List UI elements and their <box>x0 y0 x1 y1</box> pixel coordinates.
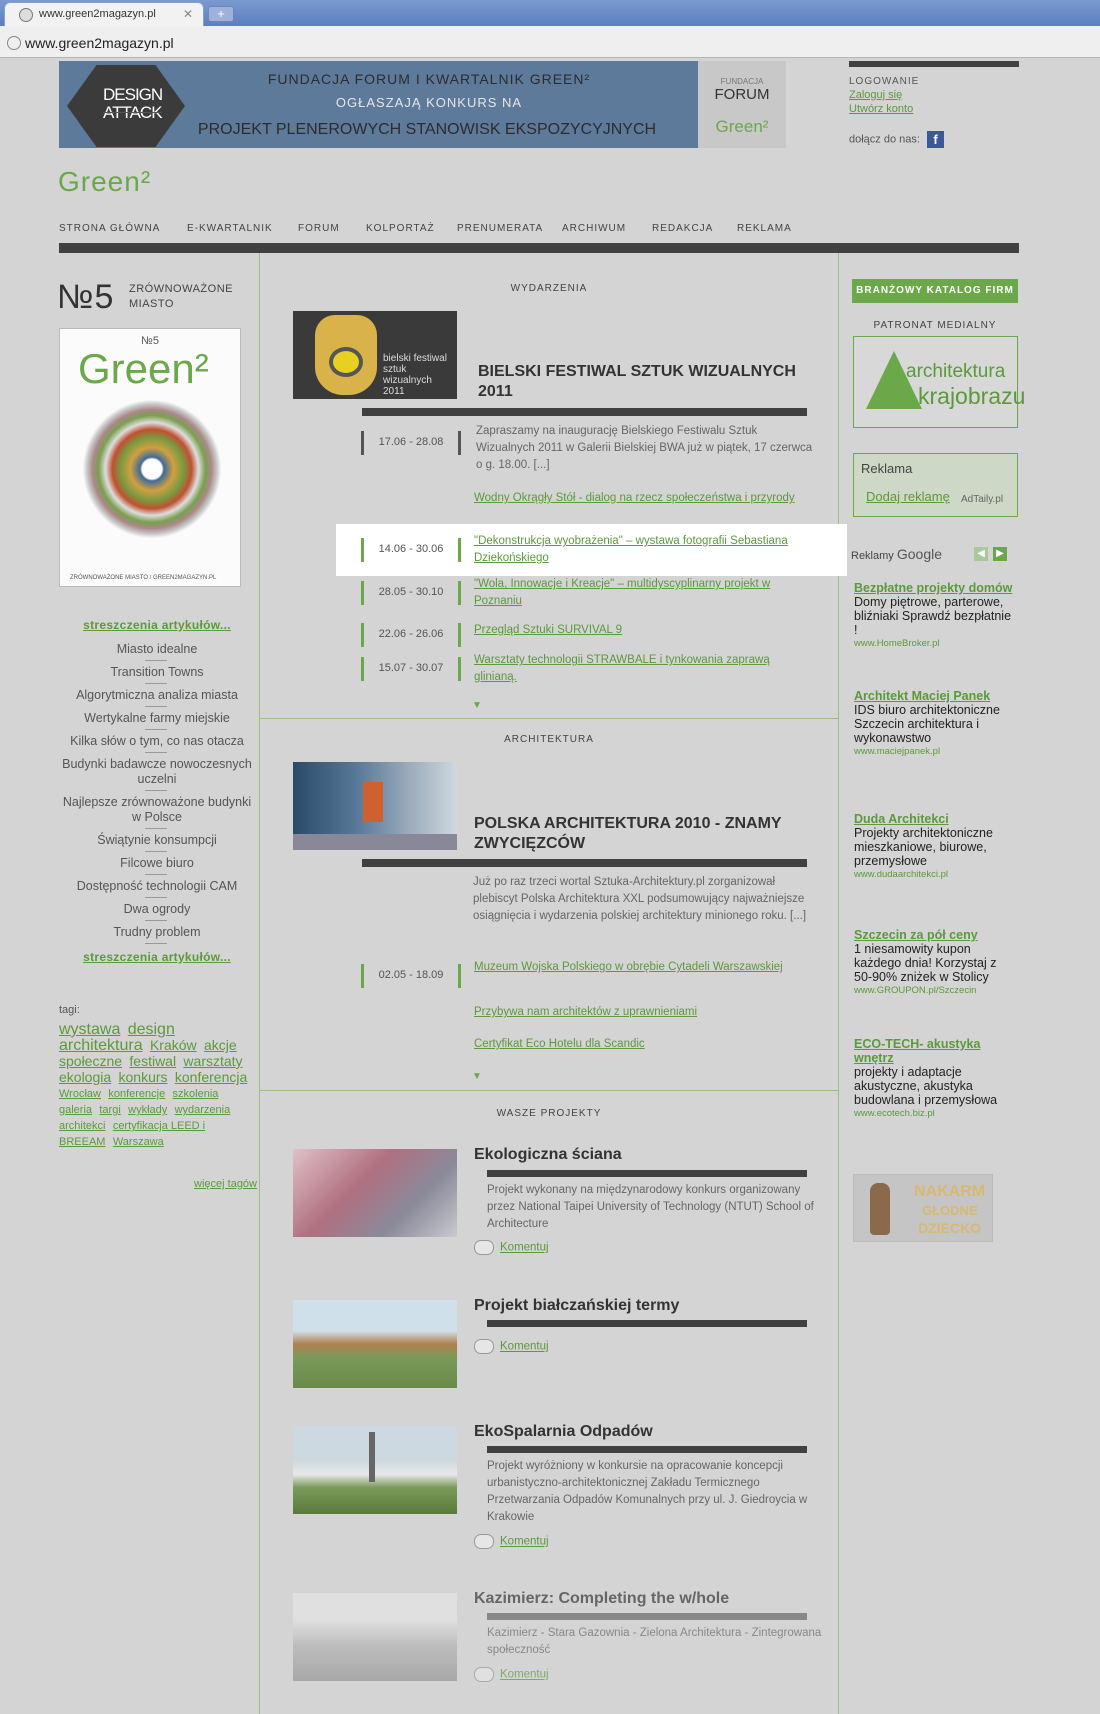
tag[interactable]: architekci <box>59 1120 106 1132</box>
tag[interactable]: galeria <box>59 1104 93 1116</box>
article-item[interactable]: Transition Towns <box>59 661 255 684</box>
patronat-heading: PATRONAT MEDIALNY <box>873 320 997 331</box>
next-ad-icon[interactable]: ▶ <box>993 547 1007 561</box>
issue-title-line1: ZRÓWNOWAŻONE <box>129 283 233 295</box>
login-panel <box>849 61 1019 148</box>
ad-title[interactable]: Duda Architekci <box>854 812 949 826</box>
festival-thumbnail[interactable] <box>293 311 457 399</box>
banner-line1: FUNDACJA FORUM I KWARTALNIK GREEN² <box>267 71 591 87</box>
project-thumbnail[interactable] <box>293 1300 457 1388</box>
comment-row <box>474 1339 549 1354</box>
event-item <box>361 533 811 567</box>
issue-number: №5 <box>57 278 115 316</box>
nakarm-line2: GŁODNE <box>922 1203 978 1218</box>
architecture-item <box>361 959 811 993</box>
nav-reklama[interactable]: REKLAMA <box>737 223 792 234</box>
project-title[interactable]: Projekt białczańskiej termy <box>474 1297 680 1314</box>
architecture-feature-bar <box>362 859 807 867</box>
event-item <box>361 490 811 524</box>
google-ad <box>854 689 1014 758</box>
prev-ad-icon[interactable]: ◀ <box>974 547 988 561</box>
close-icon[interactable]: ✕ <box>182 7 193 21</box>
arch-logo-line2: krajobrazu <box>918 383 1026 409</box>
project-thumbnail[interactable] <box>293 1426 457 1514</box>
more-events-arrow-icon[interactable]: ▼ <box>472 700 482 711</box>
summaries-link-bottom[interactable]: streszczenia artykułów... <box>83 950 231 964</box>
event-date: 17.06 - 28.08 <box>361 431 461 455</box>
architecture-link[interactable]: Przybywa nam architektów z uprawnieniami <box>474 1006 698 1018</box>
project-bar <box>487 1320 807 1327</box>
tag[interactable]: ekologia <box>59 1069 112 1085</box>
project-title[interactable]: Ekologiczna ściana <box>474 1146 622 1163</box>
project-desc: Kazimierz - Stara Gazownia - Zielona Architektura - Zintegrowana społeczność <box>487 1627 822 1656</box>
forum-small: FUNDACJA <box>720 77 764 86</box>
issue-title <box>129 282 233 312</box>
google-ad <box>854 812 1014 881</box>
architecture-feature-desc: Już po raz trzeci wortal Sztuka-Architektury.pl zorganizował plebiscyt Polska Architektura XXL podsumowujący najważniejsze osiągnięcia i wydarzenia polskiej architektury minionego roku. [...] <box>473 876 807 922</box>
festival-thumb-text: bielski festiwal sztuk wizualnych 2011 <box>383 353 447 397</box>
tag[interactable]: certyfikacja LEED i BREEAM <box>59 1120 206 1148</box>
comment-link[interactable]: Komentuj <box>500 1241 549 1254</box>
tag[interactable]: szkolenia <box>172 1088 219 1100</box>
tags-heading: tagi: <box>59 1004 80 1016</box>
events-heading: WYDARZENIA <box>510 283 588 294</box>
architecture-link[interactable]: Muzeum Wojska Polskiego w obrębie Cytadeli Warszawskiej <box>474 961 783 973</box>
comment-link[interactable]: Komentuj <box>500 1668 549 1681</box>
event-item <box>361 652 811 686</box>
section-separator <box>260 1090 838 1091</box>
ad-body: Domy piętrowe, parterowe, bliźniaki Sprawdź bezpłatnie ! <box>854 595 1012 637</box>
architecture-item <box>361 1036 811 1070</box>
article-item[interactable]: Budynki badawcze nowoczesnych uczelni <box>59 753 255 791</box>
event-date: 14.06 - 30.06 <box>361 538 461 562</box>
event-link[interactable]: Przegląd Sztuki SURVIVAL 9 <box>474 624 623 636</box>
browser-tab[interactable] <box>4 2 204 26</box>
tag[interactable]: Kraków <box>149 1037 197 1053</box>
architecture-feature-title[interactable]: POLSKA ARCHITEKTURA 2010 - ZNAMY ZWYCIĘZCÓW <box>474 815 782 852</box>
project-title[interactable]: EkoSpalarnia Odpadów <box>474 1423 653 1440</box>
event-date: 22.06 - 26.06 <box>361 623 461 647</box>
architektura-krajobrazu-logo[interactable] <box>853 336 1026 428</box>
join-us-label: dołącz do nas: <box>849 133 920 146</box>
events-feature-title[interactable]: BIELSKI FESTIWAL SZTUK WIZUALNYCH 2011 <box>478 363 796 400</box>
tag[interactable]: architektura <box>59 1037 143 1054</box>
tag[interactable]: Warszawa <box>112 1136 164 1148</box>
ad-body: projekty i adaptacje akustyczne, akustyka budowlana i przemysłowa <box>854 1065 998 1107</box>
architecture-link[interactable]: Certyfikat Eco Hotelu dla Scandic <box>474 1038 645 1050</box>
article-item[interactable]: Najlepsze zrównoważone budynki w Polsce <box>59 791 255 829</box>
nav-kolportaz[interactable]: KOLPORTAŻ <box>366 223 435 234</box>
globe-icon <box>19 8 33 22</box>
tag[interactable]: targi <box>99 1104 121 1116</box>
nakarm-line3: DZIECKO <box>918 1220 981 1236</box>
building-accent <box>363 782 383 822</box>
article-item[interactable]: Kilka słów o tym, co nas otacza <box>59 730 255 753</box>
browser-tab-bar <box>0 0 1100 26</box>
project-thumbnail[interactable] <box>293 1593 457 1681</box>
article-item[interactable]: Filcowe biuro <box>59 852 255 875</box>
ad-title[interactable]: Szczecin za pół ceny <box>854 928 978 942</box>
tag[interactable]: warsztaty <box>183 1053 243 1069</box>
join-us <box>849 131 1019 148</box>
main-nav <box>59 223 1019 239</box>
child-figure-icon <box>870 1183 890 1235</box>
article-item[interactable]: Wertykalne farmy miejskie <box>59 707 255 730</box>
cover-footer: ZRÓWNOWAŻONE MIASTO / GREEN2MAGAZYN.PL <box>70 575 217 581</box>
ad-url[interactable]: www.maciejpanek.pl <box>854 746 941 757</box>
article-list <box>59 638 255 944</box>
comment-row <box>474 1534 549 1549</box>
event-link[interactable]: "Wola, Innowacje i Kreacje" – multidyscyplinarny projekt w Poznaniu <box>474 578 771 607</box>
cover-number: №5 <box>141 335 159 347</box>
nakarm-line1: NAKARM <box>914 1183 986 1200</box>
ad-title[interactable]: Bezpłatne projekty domów <box>854 581 1013 595</box>
google-ads-prefix: Reklamy <box>851 550 894 562</box>
tag-cloud <box>59 1004 257 1190</box>
nakarm-banner[interactable] <box>853 1174 993 1242</box>
architecture-date: 02.05 - 18.09 <box>361 964 461 988</box>
projects-heading: WASZE PROJEKTY <box>496 1108 602 1119</box>
more-architecture-arrow-icon[interactable]: ▼ <box>472 1071 482 1082</box>
events-feature-desc: Zapraszamy na inaugurację Bielskiego Festiwalu Sztuk Wizualnych 2011 w Galerii Bielskiej BWA już w piątek, 17 czerwca o g. 18.00. [...] <box>476 425 813 471</box>
ad-url[interactable]: www.dudaarchitekci.pl <box>854 869 948 880</box>
events-feature-bar <box>362 408 807 416</box>
tag[interactable]: konferencja <box>174 1069 248 1085</box>
tag[interactable]: konkurs <box>118 1069 168 1085</box>
project-bar <box>487 1613 807 1620</box>
tag[interactable]: design <box>127 1021 175 1038</box>
forum-logo-box <box>698 61 786 148</box>
ad-slot <box>853 453 1018 517</box>
comment-icon <box>474 1339 494 1354</box>
nav-home[interactable]: STRONA GŁÓWNA <box>59 223 161 234</box>
architecture-heading: ARCHITEKTURA <box>504 734 594 745</box>
ad-url[interactable]: www.GROUPON.pl/Szczecin <box>854 985 977 996</box>
nav-redakcja[interactable]: REDAKCJA <box>652 223 714 234</box>
ad-body: 1 niesamowity kupon każdego dnia! Korzystaj z 50-90% zniżek w Stolicy <box>854 942 997 984</box>
comment-icon <box>474 1240 494 1255</box>
comment-link[interactable]: Komentuj <box>500 1340 549 1353</box>
login-heading: LOGOWANIE <box>849 76 920 87</box>
banner-line2: OGŁASZAJĄ KONKURS NA <box>335 95 523 110</box>
project-thumbnail[interactable] <box>293 1149 457 1237</box>
arch-logo-line1: architektura <box>906 361 1006 382</box>
tag[interactable]: konferencje <box>108 1088 166 1100</box>
comment-icon <box>474 1667 494 1682</box>
ad-slot-heading: Reklama <box>861 461 913 476</box>
page-icon <box>7 36 21 50</box>
issue-title-line2: MIASTO <box>129 298 174 310</box>
column-divider-left <box>259 253 260 1714</box>
summaries-link-top[interactable]: streszczenia artykułów... <box>83 618 231 632</box>
tag[interactable]: Wrocław <box>59 1088 101 1100</box>
design-attack-line1: DESIGN <box>103 85 163 104</box>
adtaily-label: AdTaily.pl <box>961 494 1004 505</box>
project-desc: Projekt wyróżniony w konkursie na opracowanie koncepcji urbanistyczno-architektonicznej Zakładu Termicznego Przetwarzania Odpadów Komunalnych przy ul. J. Giedroycia w Krakowie <box>487 1460 808 1523</box>
event-link[interactable]: Wodny Okrągły Stół - dialog na rzecz społeczeństwa i przyrody <box>474 492 795 504</box>
nav-prenumerata[interactable]: PRENUMERATA <box>457 223 544 234</box>
eye-graphic <box>329 347 363 377</box>
section-separator <box>260 718 838 719</box>
tag[interactable]: wystawa <box>59 1021 121 1038</box>
design-attack-line2: ATTACK <box>103 103 162 122</box>
event-date: 28.05 - 30.10 <box>361 581 461 605</box>
ad-body: IDS biuro architektoniczne Szczecin architektura i wykonawstwo <box>854 703 1000 745</box>
forum-green: Green² <box>715 117 769 136</box>
article-item[interactable]: Miasto idealne <box>59 638 255 661</box>
tag[interactable]: wydarzenia <box>174 1104 231 1116</box>
article-item[interactable]: Trudny problem <box>59 921 255 944</box>
article-summaries <box>59 618 255 964</box>
comment-row <box>474 1240 549 1255</box>
article-item[interactable]: Algorytmiczna analiza miasta <box>59 684 255 707</box>
event-link[interactable]: Warsztaty technologii STRAWBALE i tynkowania zaprawą glinianą. <box>474 654 770 683</box>
cover-logo: Green² <box>78 345 209 392</box>
tag-list <box>59 1022 257 1150</box>
event-item <box>361 618 811 652</box>
katalog-button[interactable]: BRANŻOWY KATALOG FIRM <box>852 279 1018 303</box>
url-text[interactable]: www.green2magazyn.pl <box>25 35 174 51</box>
ad-title[interactable]: ECO-TECH- akustyka wnętrz <box>854 1037 981 1065</box>
login-bar <box>849 61 1019 67</box>
google-ads-header <box>851 546 1021 566</box>
project-title[interactable]: Kazimierz: Completing the w/hole <box>474 1590 730 1607</box>
google-ad <box>854 928 1014 997</box>
contest-banner[interactable] <box>59 61 786 148</box>
ad-url[interactable]: www.ecotech.biz.pl <box>854 1108 935 1119</box>
site-logo[interactable]: Green² <box>58 166 152 197</box>
nav-archiwum[interactable]: ARCHIWUM <box>562 223 627 234</box>
comment-row <box>474 1667 549 1682</box>
comment-link[interactable]: Komentuj <box>500 1535 549 1548</box>
column-divider-right <box>838 253 839 1714</box>
nav-bar <box>59 243 1019 253</box>
google-logo: Google <box>896 546 943 562</box>
event-item <box>361 576 811 610</box>
register-link[interactable]: Utwórz konto <box>849 103 914 115</box>
project-bar <box>487 1170 807 1177</box>
project-desc: Projekt wykonany na międzynarodowy konkurs organizowany przez National Taipei University of Technology (NTUT) School of Architecture <box>487 1184 814 1230</box>
nav-ekwartalnik[interactable]: E-KWARTALNIK <box>187 223 273 234</box>
google-ad <box>854 581 1014 650</box>
architecture-item <box>361 1004 811 1038</box>
article-item[interactable]: Świątynie konsumpcji <box>59 829 255 852</box>
tag[interactable]: wykłady <box>128 1104 168 1116</box>
ad-title[interactable]: Architekt Maciej Panek <box>854 689 991 703</box>
article-item[interactable]: Dwa ogrody <box>59 898 255 921</box>
event-date: 15.07 - 30.07 <box>361 657 461 681</box>
tag[interactable]: akcje społeczne <box>59 1037 237 1069</box>
cover-illustration <box>82 399 222 539</box>
ad-url[interactable]: www.HomeBroker.pl <box>854 638 940 649</box>
new-tab-button[interactable]: + <box>208 6 234 22</box>
ad-body: Projekty architektoniczne mieszkaniowe, biurowe, przemysłowe <box>854 826 993 868</box>
building-ground <box>293 834 457 850</box>
chimney-graphic <box>369 1432 375 1482</box>
more-tags-link[interactable]: więcej tagów <box>194 1178 257 1190</box>
nav-forum[interactable]: FORUM <box>298 223 340 234</box>
architecture-thumbnail[interactable] <box>293 762 457 850</box>
article-item[interactable]: Dostępność technologii CAM <box>59 875 255 898</box>
tag[interactable]: festiwal <box>129 1053 177 1069</box>
tab-title: www.green2magazyn.pl <box>39 8 156 20</box>
facebook-icon[interactable]: f <box>927 131 944 148</box>
banner-line3: PROJEKT PLENEROWYCH STANOWISK EKSPOZYCYJNYCH <box>197 121 657 138</box>
comment-icon <box>474 1534 494 1549</box>
project-bar <box>487 1446 807 1453</box>
address-bar[interactable] <box>0 26 1100 58</box>
google-ad <box>854 1037 1014 1120</box>
event-link[interactable]: "Dekonstrukcja wyobrażenia" – wystawa fotografii Sebastiana Dziekońskiego <box>474 535 788 564</box>
add-ad-link[interactable]: Dodaj reklamę <box>866 489 950 504</box>
issue-cover[interactable] <box>59 328 241 587</box>
forum-name: FORUM <box>714 86 770 103</box>
login-link[interactable]: Zaloguj się <box>849 89 903 101</box>
